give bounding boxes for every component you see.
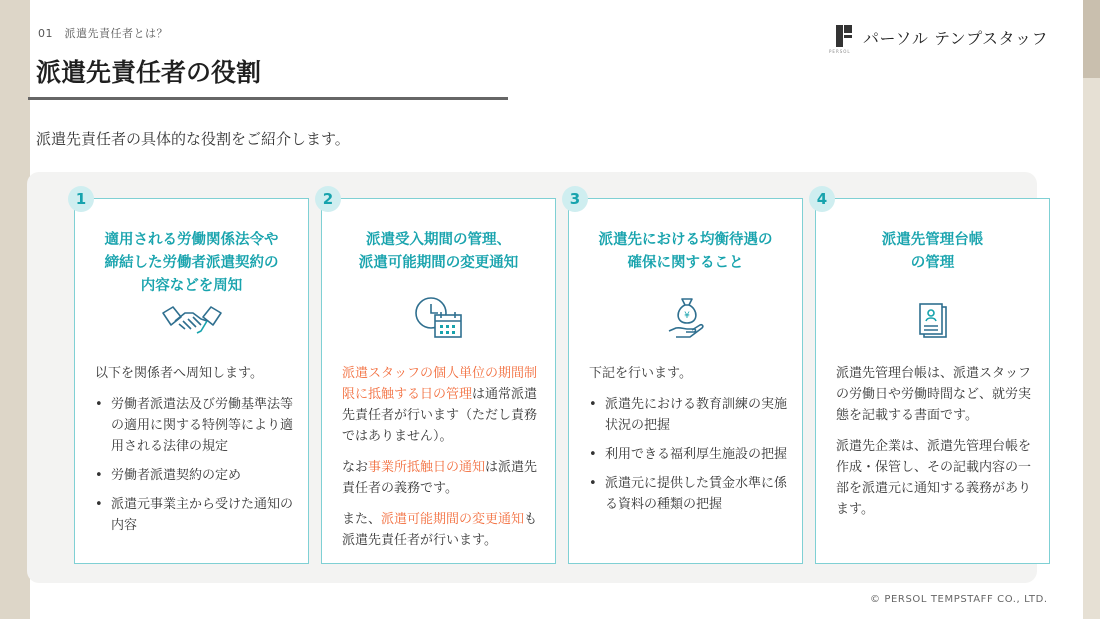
card-title-line: 派遣先管理台帳 [881,232,984,248]
card-paragraph [342,457,541,499]
list-item: • 派遣先における教育訓練の実施状況の把握 [589,394,788,436]
slide-edge-bar [1083,0,1100,619]
card-bullet-list [589,394,788,515]
card-title-line: 派遣先における均衡待遇の [598,232,773,248]
card-intro: 下記を行います。 [589,366,692,381]
card-body [342,363,541,561]
highlight-text: 派遣可能期間の変更通知 [381,512,525,527]
paragraph-text: は通常派遣先責任者が行います（ただし責務ではありません）。 [342,387,538,444]
page-title: 派遣先責任者の役割 [36,58,262,87]
card-title-line: 内容などを周知 [140,278,243,294]
card-title [322,229,555,275]
copyright: © PERSOL TEMPSTAFF CO., LTD. [870,594,1048,605]
svg-text:¥: ¥ [683,311,690,321]
card-title-line: 締結した労働者派遣契約の [104,255,279,271]
card-number-badge: 1 [68,186,94,212]
card-bullet-list [95,394,294,536]
handshake-icon [161,303,223,341]
list-item: • 派遣元に提供した賃金水準に係る資料の種類の把握 [589,473,788,515]
card-number-badge: 2 [315,186,341,212]
breadcrumb: 01 派遣先責任者とは？ [38,27,168,40]
card-title-line: 派遣可能期間の変更通知 [358,255,519,271]
card-title [75,229,308,298]
title-underline [28,97,508,100]
card-body [95,363,294,536]
company-logo [835,24,1048,50]
card-paragraph: 派遣先管理台帳は、派遣スタッフの労働日や労働時間など、就労実態を記載する書面です。 [836,366,1032,423]
card-title-line: 派遣受入期間の管理、 [366,232,511,248]
lead-text: 派遣先責任者の具体的な役割をご紹介します。 [36,130,350,148]
role-card-4 [815,198,1050,564]
ledger-document-icon [917,302,949,344]
company-name: パーソル テンプスタッフ [863,28,1049,48]
card-number-badge: 3 [562,186,588,212]
card-body [836,363,1035,530]
list-item: • 労働者派遣契約の定め [95,465,294,486]
logo-caption: PERSOL [829,49,851,54]
highlight-text: 派遣スタッフの個人単位の期間制限に抵触する日の管理 [342,366,538,402]
list-item: • 派遣元事業主から受けた通知の内容 [95,494,294,536]
card-paragraph [342,509,541,551]
role-card-2 [321,198,556,564]
card-title-line: 確保に関すること [627,255,744,271]
money-bag-hand-icon [666,295,706,347]
highlight-text: 事業所抵触日の通知 [368,460,486,475]
persol-logo-icon [835,24,853,50]
card-body [589,363,788,515]
card-paragraph: 派遣先企業は、派遣先管理台帳を作成・保管し、その記載内容の一部を派遣元に通知する義務があります。 [836,439,1032,517]
card-title [816,229,1049,275]
card-paragraph [342,363,541,447]
list-item: • 労働者派遣法及び労働基準法等の適用に関する特例等により適用される法律の規定 [95,394,294,457]
slide-edge-cap [1083,0,1100,78]
paragraph-text: は派遣先責任者の義務です。 [342,460,538,496]
paragraph-text: また、 [342,512,382,527]
card-title [569,229,802,275]
clock-calendar-icon [413,295,465,345]
card-number-badge: 4 [809,186,835,212]
card-intro: 以下を関係者へ周知します。 [95,366,263,381]
role-card-1 [74,198,309,564]
paragraph-text: も派遣先責任者が行います。 [342,512,538,548]
role-card-3 [568,198,803,564]
list-item: • 利用できる福利厚生施設の把握 [589,444,788,465]
card-title-line: 適用される労働関係法令や [104,232,279,248]
card-title-line: の管理 [910,255,955,271]
paragraph-text: なお [342,460,369,475]
